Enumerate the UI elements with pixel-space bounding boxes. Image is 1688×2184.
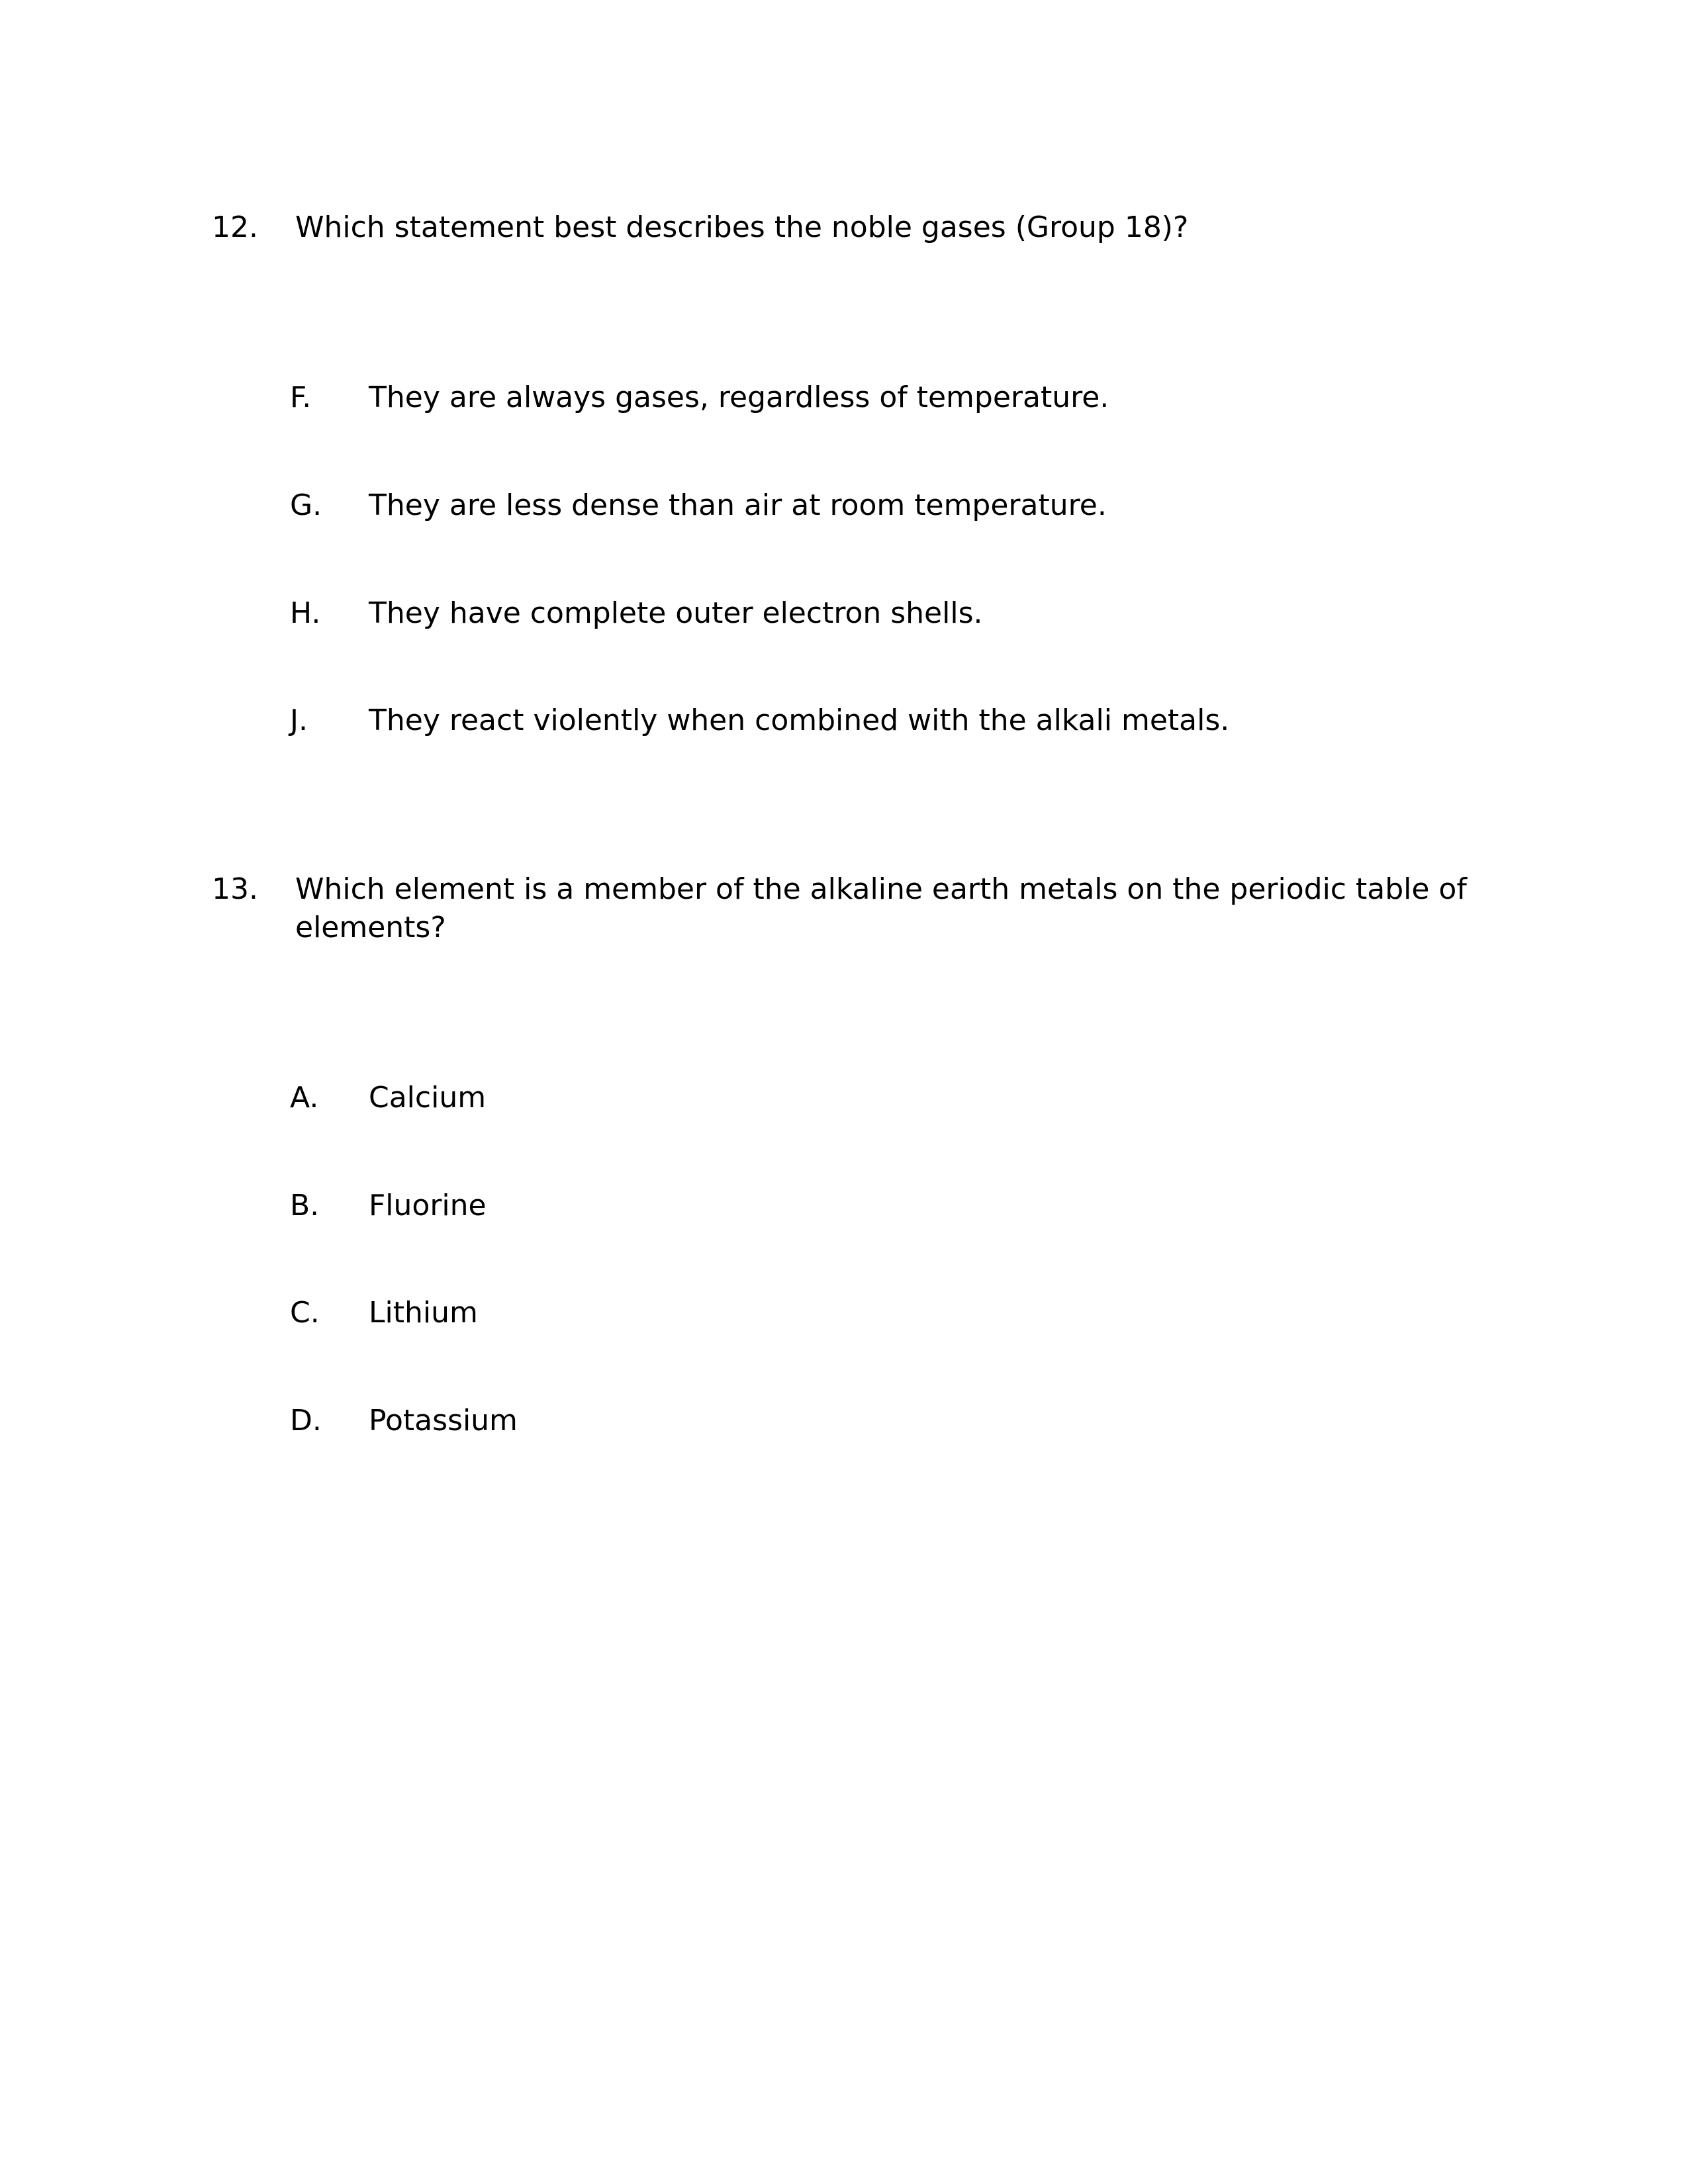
- option-letter: B.: [290, 1189, 320, 1222]
- question-text: [295, 870, 1467, 947]
- option-letter: J.: [290, 704, 308, 737]
- option-text: Calcium: [369, 1081, 487, 1115]
- question-number: 12.: [212, 210, 258, 244]
- option-text: They have complete outer electron shells.: [369, 596, 983, 630]
- question-text-line-2: elements?: [295, 911, 446, 944]
- option-letter: D.: [290, 1404, 322, 1437]
- question-text-line-1: Which element is a member of the alkaline earth metals on the periodic table of: [295, 872, 1467, 906]
- question-text: Which statement best describes the noble gases (Group 18)?: [295, 210, 1189, 244]
- option-text: They are less dense than air at room temperature.: [369, 488, 1107, 522]
- answer-option-b[interactable]: [0, 1187, 1688, 1226]
- option-letter: C.: [290, 1296, 320, 1330]
- answer-option-g[interactable]: [0, 486, 1688, 526]
- question-number: 13.: [212, 872, 258, 906]
- option-text: Fluorine: [369, 1189, 487, 1222]
- option-text: Lithium: [369, 1296, 478, 1330]
- option-text: They are always gases, regardless of temperature.: [369, 381, 1109, 414]
- answer-option-a[interactable]: [0, 1079, 1688, 1118]
- option-letter: G.: [290, 488, 322, 522]
- answer-option-f[interactable]: [0, 379, 1688, 418]
- answer-option-h[interactable]: [0, 594, 1688, 634]
- option-letter: A.: [290, 1081, 319, 1115]
- answer-option-c[interactable]: [0, 1294, 1688, 1334]
- option-letter: F.: [290, 381, 312, 414]
- option-letter: H.: [290, 596, 321, 630]
- option-text: They react violently when combined with the alkali metals.: [369, 704, 1230, 737]
- option-text: Potassium: [369, 1404, 518, 1437]
- answer-option-j[interactable]: [0, 702, 1688, 741]
- answer-option-d[interactable]: [0, 1402, 1688, 1441]
